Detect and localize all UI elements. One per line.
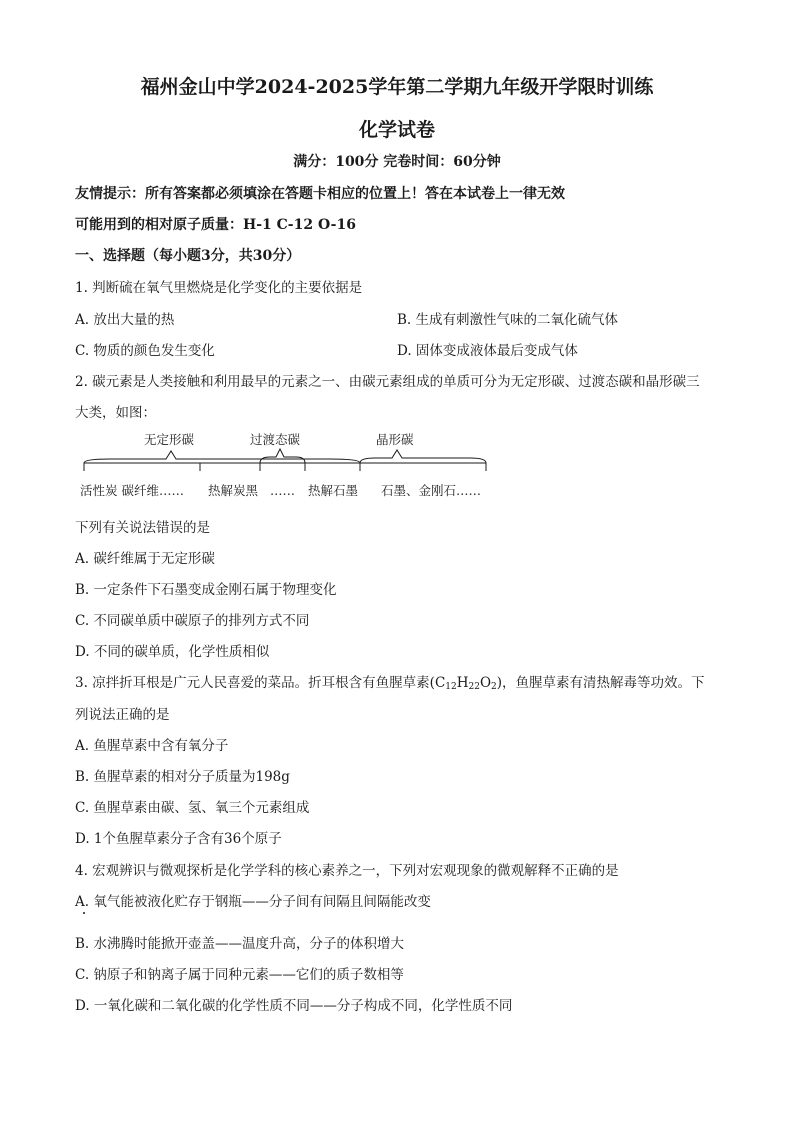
question-2-stem-line2: 大类，如图： (75, 405, 156, 421)
stray-dot (83, 912, 85, 914)
question-3-option-b: B. 鱼腥草素的相对分子质量为198g (75, 769, 290, 785)
question-2-option-a: A. 碳纤维属于无定形碳 (75, 551, 215, 567)
question-4-stem: 4. 宏观辨识与微观探析是化学学科的核心素养之一，下列对宏观现象的微观解释不正确的是 (75, 863, 619, 879)
question-3-option-d: D. 1个鱼腥草素分子含有36个原子 (75, 831, 282, 847)
diagram-item-graphite-diamond: 石墨、金刚石…… (381, 483, 482, 498)
question-2-option-d: D. 不同的碳单质，化学性质相似 (75, 644, 270, 660)
diagram-item-pyrolytic-graphite: 热解石墨 (308, 483, 359, 498)
question-1-option-a: A. 放出大量的热 (75, 312, 175, 328)
question-1-stem: 1. 判断硫在氧气里燃烧是化学变化的主要依据是 (75, 280, 363, 296)
question-1-option-c: C. 物质的颜色发生变化 (75, 343, 215, 359)
diagram-label-transitional: 过渡态碳 (250, 432, 301, 447)
question-4-option-a: A. 氧气能被液化贮存于钢瓶——分子间有间隔且间隔能改变 (75, 894, 431, 910)
carbon-classification-diagram (70, 425, 500, 505)
question-3-stem-line1: 3. 凉拌折耳根是广元人民喜爱的菜品。折耳根含有鱼腥草素$(C_{12}H_{22}O_2)$，鱼腥草素有清热解毒等功效。下 (75, 675, 705, 692)
question-3-stem-line2: 列说法正确的是 (75, 707, 170, 723)
diagram-label-crystalline: 晶形碳 (376, 432, 414, 447)
friendly-tip: 友情提示：所有答案都必须填涂在答题卡相应的位置上！答在本试卷上一律无效 (75, 186, 565, 202)
diagram-item-activated-carbon: 活性炭 碳纤维…… (80, 483, 184, 498)
diagram-item-pyrolytic-black: 热解炭黑 (208, 483, 259, 498)
question-4-option-d: D. 一氧化碳和二氧化碳的化学性质不同——分子构成不同，化学性质不同 (75, 998, 513, 1014)
question-2-prompt: 下列有关说法错误的是 (75, 520, 210, 536)
question-3-option-c: C. 鱼腥草素由碳、氢、氧三个元素组成 (75, 800, 310, 816)
question-4-option-c: C. 钠原子和钠离子属于同种元素——它们的质子数相等 (75, 967, 404, 983)
question-2-option-b: B. 一定条件下石墨变成金刚石属于物理变化 (75, 582, 337, 598)
section-heading: 一、选择题（每小题3分，共30分） (75, 248, 301, 264)
question-1-option-b: B. 生成有刺激性气味的二氧化硫气体 (397, 312, 619, 328)
diagram-label-amorphous: 无定形碳 (144, 432, 195, 447)
atomic-mass-info: 可能用到的相对原子质量：H-1 C-12 O-16 (75, 217, 356, 233)
question-2-option-c: C. 不同碳单质中碳原子的排列方式不同 (75, 613, 310, 629)
question-2-stem-line1: 2. 碳元素是人类接触和利用最早的元素之一、由碳元素组成的单质可分为无定形碳、过渡态碳和晶形碳三 (75, 374, 700, 390)
exam-subtitle: 化学试卷 (358, 119, 435, 141)
question-4-option-b: B. 水沸腾时能掀开壶盖——温度升高，分子的体积增大 (75, 936, 405, 952)
question-1-option-d: D. 固体变成液体最后变成气体 (397, 343, 578, 359)
exam-title: 福州金山中学2024-2025学年第二学期九年级开学限时训练 (140, 76, 654, 98)
diagram-item-ellipsis: …… (270, 483, 295, 498)
score-time-info: 满分：100分 完卷时间：60分钟 (293, 154, 501, 170)
question-3-option-a: A. 鱼腥草素中含有氧分子 (75, 738, 229, 754)
